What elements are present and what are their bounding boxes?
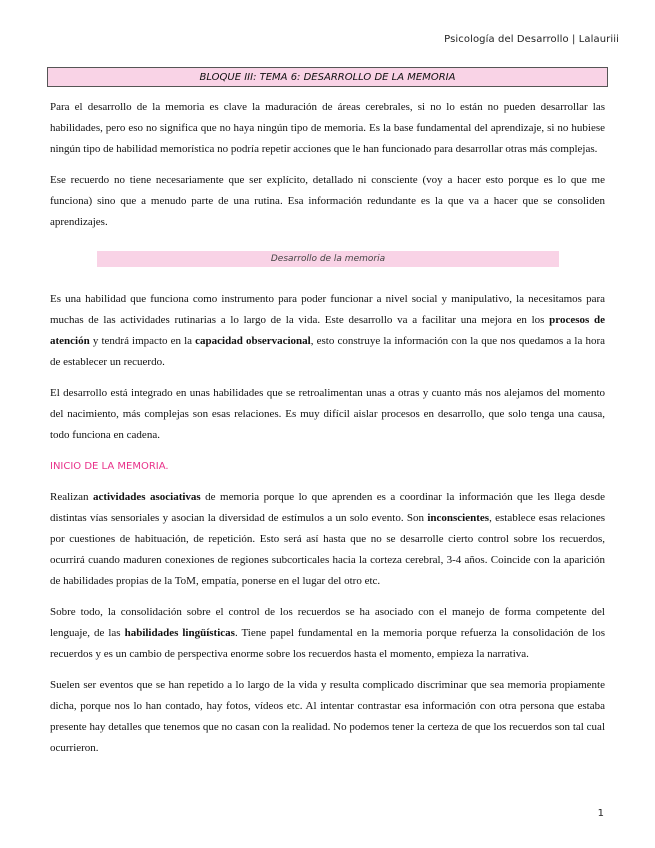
- section-heading-inicio: INICIO DE LA MEMORIA.: [50, 461, 169, 472]
- text-span: Realizan: [50, 491, 93, 503]
- inicio-paragraph-3: Suelen ser eventos que se han repetido a lo largo de la vida y resulta complicado discriminar que sea memoria propiamente dicha, porque nos lo han contado, hay fotos, vídeos etc. Al intentar contrastar esa información con otra persona que estaba presente hay detalles que tenemos que no casan con la realidad. No podemos tener la certeza de que los recuerdos son tal cual ocurrieron.: [50, 679, 605, 754]
- bold-term: procesos de atención: [50, 314, 605, 347]
- desarrollo-paragraph-1: [50, 289, 605, 373]
- bold-term: habilidades lingüísticas: [124, 627, 235, 639]
- text-span: , esto construye la información con la que nos quedamos a la hora de establecer un recuerdo.: [50, 335, 606, 368]
- bold-term: inconscientes: [427, 512, 490, 524]
- text-span: y tendrá impacto en la: [89, 335, 196, 347]
- document-body: [50, 97, 605, 769]
- text-span: . Tiene papel fundamental en la memoria porque refuerza la consolidación de los recuerdos y es un cambio de perspectiva enorme sobre los recuerdos hasta el momento, empieza la narrativa.: [50, 627, 605, 660]
- text-span: Es una habilidad que funciona como instrumento para poder funcionar a nivel social y manipulativo, la necesitamos para muchas de las actividades rutinarias a lo largo de la vida. Este desarrollo va a facilitar una mejora en los: [50, 293, 605, 326]
- intro-paragraph-2: Ese recuerdo no tiene necesariamente que ser explícito, detallado ni consciente (voy a hacer esto porque es lo que me funciona) sino que a menudo parte de una rutina. Esa información redundante es la que va a hacer que se consoliden aprendizajes.: [50, 174, 605, 228]
- text-span: de memoria porque lo que aprenden es a coordinar la información que les llega desde distintas vías sensoriales y asocian la diversidad de estímulos a un solo evento. Son: [50, 491, 605, 524]
- page-number: 1: [597, 808, 604, 819]
- bold-term: actividades asociativas: [92, 491, 201, 503]
- desarrollo-paragraph-2: El desarrollo está integrado en unas habilidades que se retroalimentan unas a otras y cuanto más nos alejamos del momento del nacimiento, más complejas son esas relaciones. Es muy difícil aislar procesos en desarrollo, que solo tenga una causa, todo funciona en cadena.: [50, 387, 605, 441]
- text-span: , establece esas relaciones por cuestiones de habituación, de repetición. Esto será así hasta que no se desarrolle cierto control sobre los recuerdos, ocurrirá cuando maduren conexiones de regiones subcorticales hacia la corteza cerebral, 3-4 años. Coincide con la aparición de habilidades propias de la ToM, empatía, ponerse en el lugar del otro etc.: [50, 512, 606, 587]
- intro-paragraph-1: Para el desarrollo de la memoria es clave la maduración de áreas cerebrales, si no lo están no pueden desarrollar las habilidades, pero eso no significa que no haya ningún tipo de memoria. Es la base fundamental del aprendizaje, si no hubiese ningún tipo de habilidad memorística no podría repetir acciones que le han funcionado para desarrollar otras más complejas.: [50, 101, 605, 155]
- inicio-paragraph-1: [50, 487, 605, 592]
- page-title: BLOQUE III: TEMA 6: DESARROLLO DE LA MEMORIA: [47, 67, 608, 87]
- inicio-paragraph-2: [50, 602, 605, 665]
- text-span: Sobre todo, la consolidación sobre el control de los recuerdos se ha asociado con el manejo de forma competente del lenguaje, de las: [50, 606, 605, 639]
- page-header: Psicología del Desarrollo | Lalauriii: [444, 34, 619, 45]
- section-subtitle: Desarrollo de la memoria: [97, 251, 559, 267]
- bold-term: capacidad observacional: [195, 335, 311, 347]
